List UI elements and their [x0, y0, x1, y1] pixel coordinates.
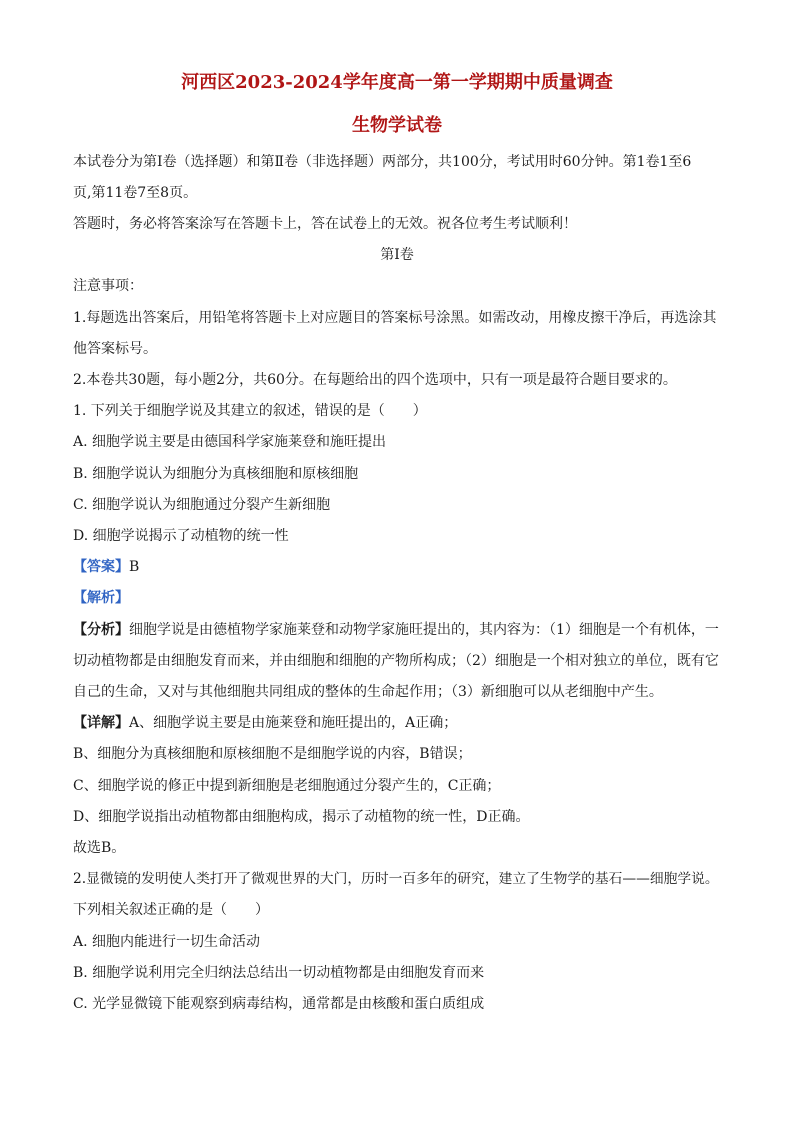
question-2-stem-line-2: 下列相关叙述正确的是（ ）: [73, 902, 269, 918]
analysis-line-2: 切动植物都是由细胞发育而来，并由细胞和细胞的产物所构成；（2）细胞是一个相对独立的单位，既有它: [73, 653, 719, 669]
question-2-option-c: C. 光学显微镜下能观察到病毒结构，通常都是由核酸和蛋白质组成: [73, 996, 485, 1012]
detail-text-a: A、细胞学说主要是由施莱登和施旺提出的，A正确；: [129, 715, 458, 731]
section-heading: 第Ⅰ卷: [380, 247, 414, 263]
analysis-line-3: 自己的生命，又对与其他细胞共同组成的整体的生命起作用；（3）新细胞可以从老细胞中产生。: [73, 684, 663, 700]
detail-line-b: B、细胞分为真核细胞和原核细胞不是细胞学说的内容，B错误；: [73, 746, 472, 762]
detail-tag: 【详解】: [73, 715, 129, 731]
intro-line-2: 页,第11卷7至8页。: [73, 185, 198, 201]
page-title: 河西区2023-2024学年度高一第一学期期中质量调查: [181, 72, 613, 93]
detail-line-a: [73, 714, 723, 732]
question-2-option-b: B. 细胞学说利用完全归纳法总结出一切动植物都是由细胞发育而来: [73, 965, 485, 981]
answer-value: B: [129, 559, 140, 575]
note-1-line-1: 1.每题选出答案后，用铅笔将答题卡上对应题目的答案标号涂黑。如需改动，用橡皮擦干净后，再选涂其: [73, 310, 717, 326]
detail-line-d: D、细胞学说指出动植物都由细胞构成，揭示了动植物的统一性，D正确。: [73, 809, 530, 825]
analysis-line-1: [73, 621, 723, 639]
intro-line-3: 答题时，务必将答案涂写在答题卡上，答在试卷上的无效。祝各位考生考试顺利！: [73, 216, 577, 232]
answer-tag: 【答案】: [73, 559, 129, 575]
note-1-line-2: 他答案标号。: [73, 341, 157, 357]
conclusion: 故选B。: [73, 840, 126, 856]
question-2-option-a: A. 细胞内能进行一切生命活动: [73, 934, 261, 950]
note-2: 2.本卷共30题，每小题2分，共60分。在每题给出的四个选项中，只有一项是最符合题目要求的。: [73, 372, 677, 388]
analysis-tag: 【分析】: [73, 622, 129, 638]
detail-line-c: C、细胞学说的修正中提到新细胞是老细胞通过分裂产生的，C正确；: [73, 778, 501, 794]
question-2-stem-line-1: 2.显微镜的发明使人类打开了微观世界的大门，历时一百多年的研究，建立了生物学的基石——细胞学说。: [73, 871, 719, 887]
question-1-option-a: A. 细胞学说主要是由德国科学家施莱登和施旺提出: [73, 434, 387, 450]
answer-row: [73, 558, 723, 576]
jiexi-row: [73, 589, 723, 607]
question-1-option-c: C. 细胞学说认为细胞通过分裂产生新细胞: [73, 497, 331, 513]
question-1-stem: 1. 下列关于细胞学说及其建立的叙述，错误的是（ ）: [73, 403, 427, 419]
page-subtitle: 生物学试卷: [352, 115, 442, 136]
notes-heading: 注意事项：: [73, 278, 143, 294]
jiexi-tag: 【解析】: [73, 590, 129, 606]
intro-line-1: 本试卷分为第Ⅰ卷（选择题）和第Ⅱ卷（非选择题）两部分，共100分，考试用时60分钟。第1卷1至6: [73, 154, 692, 170]
question-1-option-d: D. 细胞学说揭示了动植物的统一性: [73, 528, 289, 544]
analysis-text-1: 细胞学说是由德植物学家施莱登和动物学家施旺提出的，其内容为：（1）细胞是一个有机体，一: [129, 622, 719, 638]
question-1-option-b: B. 细胞学说认为细胞分为真核细胞和原核细胞: [73, 466, 359, 482]
